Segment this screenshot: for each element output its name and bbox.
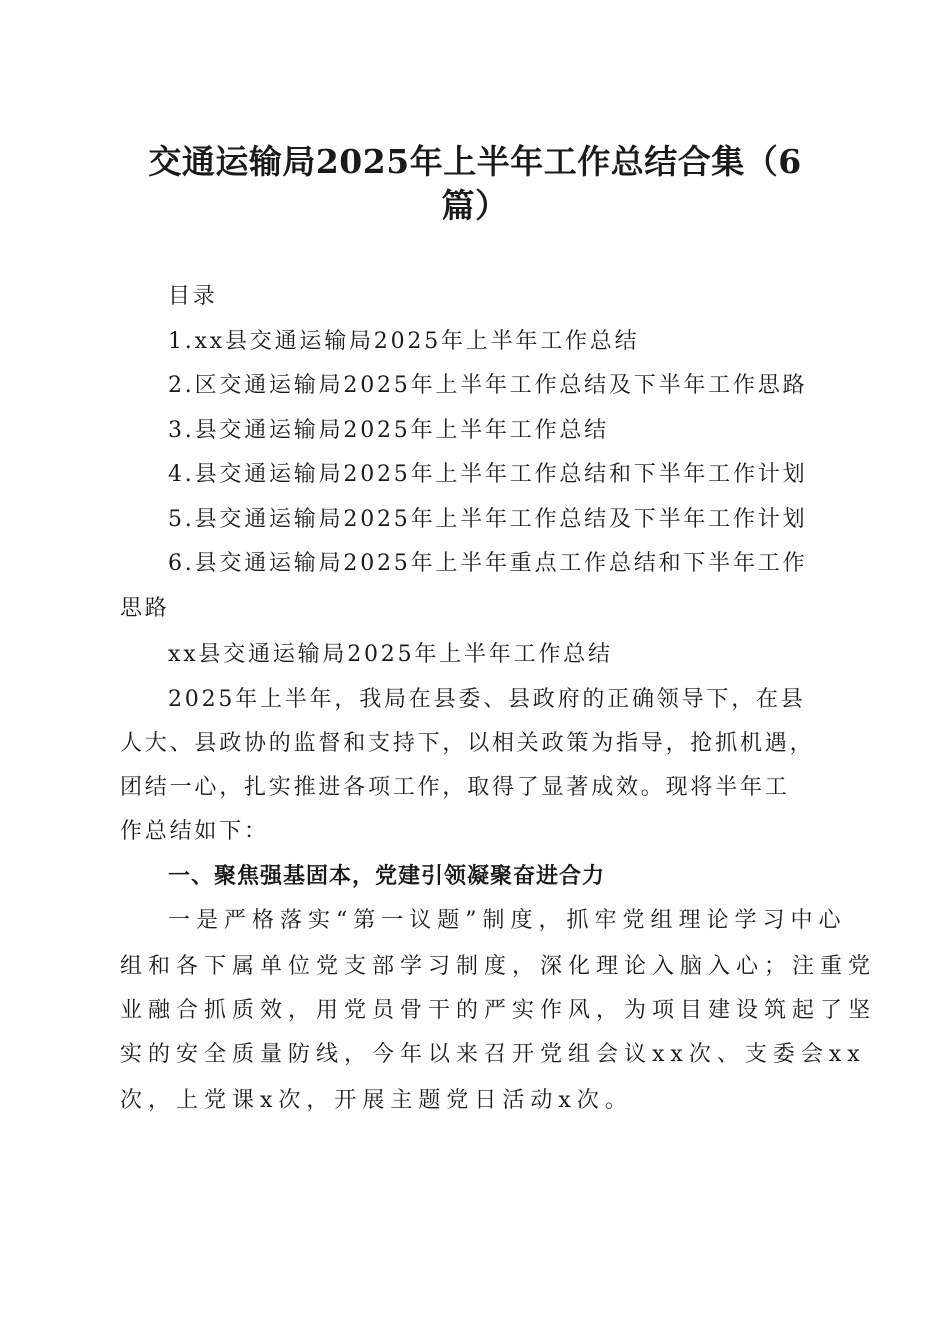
section-1-line-2: 组和各下属单位党支部学习制度，深化理论入脑入心；注重党 bbox=[120, 954, 877, 979]
toc-item-6: 6.县交通运输局2025年上半年重点工作总结和下半年工作 bbox=[168, 551, 808, 576]
document-title-line-2: 篇） bbox=[441, 186, 509, 225]
section-1-line-1: 一是严格落实“第一议题”制度，抓牢党组理论学习中心 bbox=[168, 908, 847, 933]
toc-item-4: 4.县交通运输局2025年上半年工作总结和下半年工作计划 bbox=[168, 462, 808, 487]
toc-item-3: 3.县交通运输局2025年上半年工作总结 bbox=[168, 418, 609, 443]
toc-item-6-continued: 思路 bbox=[120, 596, 170, 621]
section-1-line-3: 业融合抓质效，用党员骨干的严实作风，为项目建设筑起了坚 bbox=[120, 998, 877, 1023]
section-1-heading: 一、聚焦强基固本，党建引领凝聚奋进合力 bbox=[168, 864, 606, 889]
document-title-line-1: 交通运输局2025年上半年工作总结合集（6 bbox=[148, 142, 802, 181]
toc-item-2: 2.区交通运输局2025年上半年工作总结及下半年工作思路 bbox=[168, 373, 808, 398]
intro-line-3: 团结一心，扎实推进各项工作，取得了显著成效。现将半年工 bbox=[120, 775, 790, 800]
toc-label: 目录 bbox=[168, 284, 218, 309]
intro-line-2: 人大、县政协的监督和支持下，以相关政策为指导，抢抓机遇， bbox=[120, 731, 815, 756]
toc-item-1: 1.xx县交通运输局2025年上半年工作总结 bbox=[168, 329, 640, 354]
section-1-line-5: 次，上党课x次，开展主题党日活动x次。 bbox=[120, 1088, 633, 1113]
intro-line-4: 作总结如下： bbox=[120, 819, 269, 844]
article-title: xx县交通运输局2025年上半年工作总结 bbox=[168, 642, 613, 667]
toc-item-5: 5.县交通运输局2025年上半年工作总结及下半年工作计划 bbox=[168, 507, 808, 532]
section-1-line-4: 实的安全质量防线，今年以来召开党组会议xx次、支委会xx bbox=[120, 1042, 866, 1067]
intro-line-1: 2025年上半年，我局在县委、县政府的正确领导下，在县 bbox=[168, 687, 806, 712]
